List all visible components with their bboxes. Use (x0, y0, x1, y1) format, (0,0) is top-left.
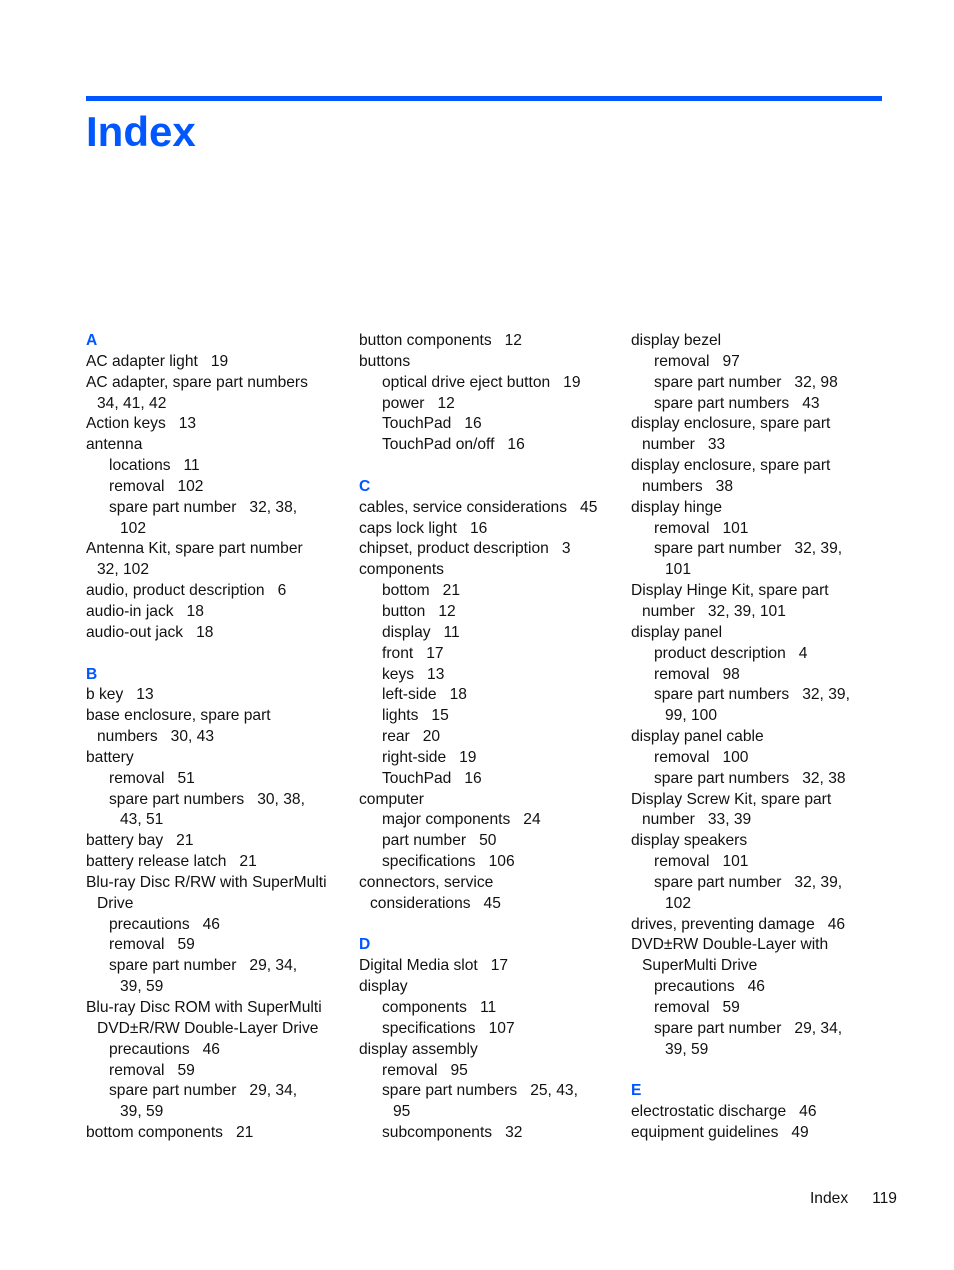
index-continuation: numbers 38 (642, 477, 734, 495)
index-subentry: precautions 46 (109, 1040, 220, 1058)
index-entry: button components 12 (359, 332, 522, 349)
index-entry: Blu-ray Disc R/RW with SuperMulti (86, 873, 327, 891)
index-entry: AC adapter, spare part numbers (86, 373, 308, 391)
index-continuation: number 33, 39 (642, 811, 752, 829)
index-continuation: considerations 45 (370, 894, 501, 912)
section-letter: C (359, 477, 371, 495)
index-entry: drives, preventing damage 46 (631, 915, 846, 933)
section-letter: A (86, 332, 98, 349)
index-subentry: spare part number 32, 38, (109, 498, 298, 516)
index-subentry: removal 100 (654, 748, 749, 766)
index-continuation: number 33 (642, 436, 726, 454)
index-subentry: spare part numbers 43 (654, 394, 820, 412)
index-entry: battery (86, 748, 134, 766)
index-continuation: 101 (665, 561, 692, 579)
index-subentry: removal 101 (654, 519, 749, 537)
index-continuation: 95 (393, 1103, 411, 1121)
index-entry: caps lock light 16 (359, 519, 488, 537)
index-continuation: DVD±R/RW Double-Layer Drive (97, 1019, 319, 1037)
index-subentry: left-side 18 (382, 686, 467, 704)
index-subentry: power 12 (382, 394, 455, 412)
index-subentry: TouchPad 16 (382, 415, 482, 433)
index-entry: display speakers (631, 832, 748, 850)
index-subentry: TouchPad 16 (382, 769, 482, 787)
index-continuation: 39, 59 (120, 1103, 164, 1121)
index-entry: Display Screw Kit, spare part (631, 790, 832, 808)
index-subentry: specifications 106 (382, 853, 515, 871)
index-entry: Action keys 13 (86, 415, 197, 433)
index-subentry: part number 50 (382, 832, 497, 850)
index-column-3 (631, 331, 893, 1144)
index-subentry: display 11 (382, 623, 460, 641)
index-entry: Display Hinge Kit, spare part (631, 582, 829, 600)
index-subentry: front 17 (382, 644, 444, 662)
index-entry: computer (359, 790, 425, 808)
index-entry: cables, service considerations 45 (359, 498, 598, 516)
index-continuation: 34, 41, 42 (97, 394, 167, 412)
index-subentry: spare part number 29, 34, (109, 1082, 298, 1100)
index-subentry: removal 102 (109, 477, 204, 495)
index-entry: Blu-ray Disc ROM with SuperMulti (86, 999, 322, 1016)
index-entry: Antenna Kit, spare part number (86, 540, 303, 558)
index-entry: display (359, 978, 408, 996)
index-subentry: right-side 19 (382, 748, 477, 766)
page-number: 119 (872, 1190, 897, 1207)
index-continuation: number 32, 39, 101 (642, 602, 786, 620)
index-continuation: 43, 51 (120, 811, 164, 829)
index-entry: display bezel (631, 332, 722, 349)
index-subentry: removal 95 (382, 1061, 468, 1079)
index-entry: chipset, product description 3 (359, 540, 571, 558)
index-entry: bottom components 21 (86, 1124, 254, 1142)
index-entry: battery bay 21 (86, 832, 194, 850)
index-subentry: spare part numbers 32, 39, (654, 686, 850, 704)
index-continuation: 102 (665, 894, 692, 912)
index-entry: connectors, service (359, 873, 494, 891)
index-subentry: spare part number 32, 39, (654, 873, 843, 891)
index-subentry: optical drive eject button 19 (382, 373, 581, 391)
index-continuation: 102 (120, 519, 147, 537)
index-subentry: keys 13 (382, 665, 445, 683)
index-continuation: 39, 59 (120, 978, 164, 996)
index-column-1 (86, 331, 348, 1144)
index-entry: audio-out jack 18 (86, 623, 214, 641)
index-entry: display assembly (359, 1040, 478, 1058)
index-subentry: spare part numbers 30, 38, (109, 790, 305, 808)
index-subentry: lights 15 (382, 707, 449, 725)
index-subentry: removal 97 (654, 352, 740, 370)
index-subentry: rear 20 (382, 728, 441, 746)
index-continuation: numbers 30, 43 (97, 728, 215, 746)
index-subentry: components 11 (382, 999, 497, 1016)
section-gap (631, 1061, 893, 1082)
page-footer (810, 1188, 897, 1210)
index-subentry: removal 51 (109, 769, 195, 787)
index-subentry: removal 98 (654, 665, 740, 683)
index-subentry: spare part number 32, 39, (654, 540, 843, 558)
index-entry: Digital Media slot 17 (359, 957, 509, 975)
section-gap (86, 644, 348, 665)
index-entry: b key 13 (86, 686, 154, 704)
index-subentry: spare part numbers 32, 38 (654, 769, 846, 787)
index-continuation: Drive (97, 894, 134, 912)
index-subentry: locations 11 (109, 457, 200, 475)
index-entry: equipment guidelines 49 (631, 1124, 809, 1142)
index-entry: display hinge (631, 498, 723, 516)
section-letter: E (631, 1082, 642, 1100)
index-subentry: spare part number 29, 34, (654, 1019, 843, 1037)
index-subentry: major components 24 (382, 811, 541, 829)
index-entry: components (359, 561, 444, 579)
index-continuation: 32, 102 (97, 561, 150, 579)
index-subentry: spare part number 29, 34, (109, 957, 298, 975)
index-continuation: 99, 100 (665, 707, 718, 725)
index-subentry: removal 101 (654, 853, 749, 871)
index-entry: display enclosure, spare part (631, 415, 831, 433)
section-letter: D (359, 936, 371, 954)
index-subentry: removal 59 (109, 1061, 195, 1079)
index-subentry: spare part number 32, 98 (654, 373, 838, 391)
index-subentry: removal 59 (109, 936, 195, 954)
index-subentry: precautions 46 (109, 915, 220, 933)
index-subentry: removal 59 (654, 999, 740, 1016)
index-entry: battery release latch 21 (86, 853, 257, 871)
index-entry: AC adapter light 19 (86, 352, 229, 370)
index-entry: audio-in jack 18 (86, 602, 204, 620)
index-entry: display enclosure, spare part (631, 457, 831, 475)
index-subentry: spare part numbers 25, 43, (382, 1082, 578, 1100)
index-entry: base enclosure, spare part (86, 707, 271, 725)
index-subentry: button 12 (382, 602, 456, 620)
index-subentry: subcomponents 32 (382, 1124, 523, 1142)
page-title: Index (86, 108, 196, 155)
section-gap (359, 456, 621, 477)
index-entry: electrostatic discharge 46 (631, 1103, 817, 1121)
footer-label: Index (809, 1190, 849, 1207)
index-subentry: TouchPad on/off 16 (382, 436, 525, 454)
index-entry: display panel (631, 623, 723, 641)
index-column-2 (359, 331, 621, 1144)
section-letter: B (86, 665, 98, 683)
section-gap (359, 915, 621, 936)
index-entry: buttons (359, 352, 411, 370)
index-subentry: precautions 46 (654, 978, 765, 996)
index-continuation: 39, 59 (665, 1040, 709, 1058)
index-subentry: specifications 107 (382, 1019, 515, 1037)
index-subentry: product description 4 (654, 644, 808, 662)
index-entry: DVD±RW Double-Layer with (631, 936, 829, 954)
index-continuation: SuperMulti Drive (642, 957, 758, 975)
index-entry: display panel cable (631, 728, 764, 746)
title-rule (86, 96, 882, 101)
index-subentry: bottom 21 (382, 582, 461, 600)
index-entry: audio, product description 6 (86, 582, 287, 600)
index-entry: antenna (86, 436, 143, 454)
